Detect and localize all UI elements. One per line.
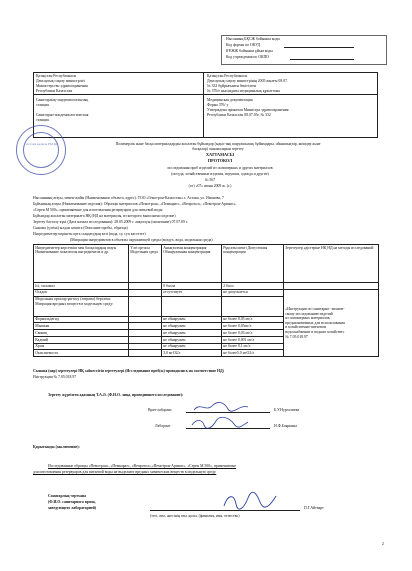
- cell-medium: [129, 289, 162, 296]
- header-left2-2: станция: [36, 103, 49, 107]
- cell-indicator: Хром: [34, 343, 129, 350]
- cell-found: не обнаружен: [162, 343, 222, 350]
- header-right-1: Қазақстан Республикасы: [207, 74, 248, 78]
- header-right2-3: Утверждена приказом Министра здравоохранения: [207, 108, 289, 112]
- title-ru-desc-2: (посуда, хозяйственные изделия, игрушки, одежда и другие): [171, 172, 269, 176]
- conclusion-heading: Қорытынды (заключение):: [33, 445, 80, 449]
- cell-allowed: не более 0,1 мг/л: [222, 343, 284, 350]
- cell-medium: [129, 336, 162, 343]
- cell-indicator: Окисляемость: [34, 350, 129, 357]
- method-note-1: «Инструкция по санитарно- химиче-: [285, 306, 345, 311]
- chief-label-1: Сонатарлық-зертхана: [48, 494, 86, 498]
- header-left2-1: Санитарлық-эпидемиологиялық: [36, 98, 89, 102]
- header-right-2: Денсаулық сақтау министрінің 2005 жылғы 08.07.: [207, 79, 288, 83]
- cell-found: 3,0 мгО2/л: [162, 350, 222, 357]
- stamp-text: Астана қаласы РМ ҚБ: [25, 142, 59, 146]
- form-code-line-1: Нысанның БҚСЖ бойынша коды: [226, 37, 280, 41]
- header-cell-medium: Үлгі ортасы Модельная среда: [129, 245, 162, 283]
- header-left-3: Министерство здравоохранения: [36, 84, 88, 88]
- field-sample: Сынама (үлгіні) ылдан алыпта (Описание пробы, образца): [33, 226, 128, 230]
- title-kz-desc-2: басқалар) сынамаларын зерттеу: [192, 147, 244, 151]
- header-cell-found: Анықталған концентрация Обнаруженная концентрация: [162, 245, 222, 283]
- cell-found: не обнаружен: [162, 323, 222, 330]
- nd-instruction: Инструкция № 7.05.018.97: [33, 375, 77, 379]
- header-left-2: Денсаулық сақтау министрлігі: [36, 79, 86, 83]
- conclusion-line-2: для изготовления резервуаров для питьевой воды не выделяют вредных химических веществ в модельную среду.: [33, 470, 217, 474]
- cell-allowed: 2 балл: [222, 283, 284, 290]
- header-cell-allowed: Рұқсаты шекті Допустимая концентрация: [222, 245, 284, 283]
- header-right2-1: Медицинская документация: [207, 98, 253, 102]
- method-note-2: скому исследованию изделий: [285, 311, 333, 316]
- header-right-3: № 332 бұйрығымен бекітілген: [207, 84, 257, 88]
- cell-found: 0 балла: [162, 283, 222, 290]
- cell-found: не обнаружен: [162, 316, 222, 323]
- chief-label-3: заведующего лабораторией): [48, 506, 97, 510]
- cell-method: [284, 283, 379, 290]
- cell-medium: [129, 283, 162, 290]
- form-code-line-4: Код учреждения по ОКПО: [226, 55, 270, 59]
- table-row: [34, 283, 379, 290]
- nd-conformance: Сынама (нар) зерттеулері НҚ сәйкестігін зерттеулері (Исследование проб(ы) проводились на соответствие НД): [33, 369, 224, 373]
- cell-indicator: Осадок: [34, 289, 129, 296]
- cell-allowed: не более 0,05 мг/л: [222, 316, 284, 323]
- method-note-7: № 7.05.018.97: [285, 334, 308, 339]
- header-right2-2: Форма 376/ у: [207, 103, 229, 107]
- method-note-3: из полимерных материалов,: [285, 316, 331, 321]
- method-note-5: в хозяйственно-питьевом: [285, 325, 327, 330]
- chief-name: П.Г.Айтварт: [304, 506, 324, 510]
- title-kz: ХАТТАМАСЫ: [206, 152, 234, 157]
- form-code-line-2: Код формы по ОКУД: [226, 43, 261, 47]
- cell-indicator: Мышьяк: [34, 323, 129, 330]
- field-nd-material: Бұйымдар жасалған материалға НҚ (НД на материалы, из которого выполнено изделие): [33, 214, 176, 218]
- signature-2: [190, 416, 250, 430]
- table-header-row: [34, 245, 379, 283]
- protocol-number: № 567: [204, 178, 216, 182]
- cell-medium: [129, 343, 162, 350]
- method-note-4: предназначенных для использования: [285, 320, 345, 325]
- cell-found: не обнаружен: [162, 336, 222, 343]
- cell-allowed: не более5,0 мгО2/л: [222, 350, 284, 357]
- protocol-date: (от) «07» июня 2009 ж. (г.): [188, 184, 232, 188]
- cell-allowed: не более 0,001 мг/л: [222, 336, 284, 343]
- cell-found: отсутствует: [162, 289, 222, 296]
- cell-medium: [129, 350, 162, 357]
- cell-medium: [129, 316, 162, 323]
- cell-indicator: Формальдегид: [34, 316, 129, 323]
- cell-allowed: не более 0,05мг/л: [222, 323, 284, 330]
- performer-2-name: Н.Ф.Бояркина: [274, 424, 297, 428]
- cell-found: [162, 296, 222, 316]
- conclusion-line-1: Исследованные образцы «Пемотрон», «Пемкарат», «Вепротол»,«Пемотрон-Ариамс», «Серен М 500», применяемые: [48, 464, 237, 468]
- results-table: [33, 244, 379, 357]
- table-row: [34, 289, 379, 296]
- title-kz-desc: Полимерлік және басқа материалдардан жасалған бұйымдар (ыдыс-аяқ шаруашылық бұйымдары, ойыншықтар, киімдер және: [115, 142, 321, 146]
- header-left2-3: Санитарно-эпидемиологическая: [36, 113, 89, 117]
- field-object: Нысаннның атауы, мекен-жайы (Наименование объекта, адрес): ТОО «Гемотрон-Казахстан» г. Астана, ул. Иманова, 7: [33, 196, 224, 200]
- performers-heading: Зерттеу жүргізген адамның Т.А.Ә. (Ф.И.О. лица, проводившего исследование):: [48, 393, 184, 397]
- field-product: Бұйымның атауы (Наименование изделия): Образцы материалов «Пемотрон», «Пемкарат», «Вепротол», «Пекотрон-Ариамс»,: [33, 202, 237, 206]
- header-left2-4: станция: [36, 118, 49, 122]
- cell-medium: [129, 330, 162, 337]
- cell-indicator: Модельная орталар ұштасу (затраты) берілгіш: Миграция вредных веществ в модельную среду:: [34, 296, 129, 316]
- header-left-4: Республики Казахстан: [36, 89, 73, 93]
- field-migration-kz: Ингредиенттер көрінген орта сындатудың кезі (вода, су, суп кассетте): [33, 232, 146, 236]
- cell-found: не обнаружен: [162, 330, 222, 337]
- header-right-4: № 376/е нысандағы медициналық құжаттама: [207, 89, 280, 93]
- chief-label-2: (Ф.И.О. санитарного врача,: [48, 500, 96, 504]
- method-note-6: водоснабжении и водном хозяйстве»: [285, 329, 345, 334]
- cell-allowed: не более 0,03 мг/л: [222, 330, 284, 337]
- title-ru: ПРОТОКОЛ: [207, 158, 233, 163]
- cell-medium: [129, 323, 162, 330]
- header-cell-indicator: Ингредиенттер көрсеткіш мен басқалардың атауы Наименование показателя ингредиентов и др.: [34, 245, 129, 283]
- cell-indicator: Ісі, тасымал: [34, 283, 129, 290]
- title-ru-desc: исследования проб изделий из полимерных и других материалов: [167, 166, 273, 170]
- cell-medium: [129, 296, 162, 316]
- field-product-cont: «Серен М 500», применяемые для изготовления резервуаров для питьевой воды: [33, 208, 163, 212]
- header-cell-method: Зерттеулер әдістеріне НҚ НД на методы исследований: [284, 245, 379, 283]
- chief-caption: (тегі, аты, әкесінің аты, қолы, (фамилия, имя, отчество): [150, 514, 240, 518]
- signature-1: [192, 400, 252, 414]
- field-dates: Зерттеу басталу күні (Дата начала исследования): 28.05.2009 г. аяқталуы (окончание) 07.07.09 г.: [33, 220, 188, 224]
- performer-1-role: Врач-лаборант: [148, 408, 172, 412]
- form-code-line-3: КҰЖЖ бойынша ұйым коды: [226, 49, 273, 53]
- performer-1-name: Б.У.Нургалиева: [274, 408, 300, 412]
- page-number: 2: [382, 542, 384, 546]
- field-migration-ru: (Миграция ингредиентов в объекты окружающей среды (воздух, вода, модельная среда): [70, 238, 213, 242]
- cell-indicator: Кадмий: [34, 336, 129, 343]
- cell-allowed: не допускается: [222, 289, 284, 296]
- method-note-cell: [284, 289, 379, 356]
- header-left-1: Қазақстан Республикасы: [36, 74, 77, 78]
- cell-indicator: Свинец: [34, 330, 129, 337]
- cell-allowed: [222, 296, 284, 316]
- header-right2-4: Республики Казахстан 08.07.05г. № 332: [207, 113, 271, 117]
- chief-signature: [220, 490, 280, 510]
- performer-2-role: Лаборант: [155, 424, 171, 428]
